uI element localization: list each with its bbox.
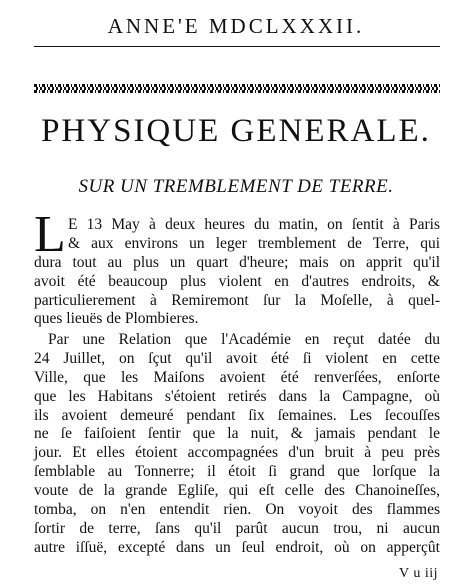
text-line: ne ſe faiſoient ſentir que la nuit, & jamais pendant le — [34, 425, 440, 443]
text-line: que les Habitans s'étoient retirés dans la Campagne, où — [34, 387, 440, 405]
text-line: Ville, que les Maiſons avoient été renverſées, enſorte — [34, 368, 440, 386]
text-line: avoit été beaucoup plus violent en d'autres endroits, & — [34, 272, 440, 290]
header-rule — [34, 46, 440, 47]
text-line: particulierement à Remiremont ſur la Moſelle, à quel- — [34, 291, 440, 309]
text-line: ils avoient demeuré pendant ſix ſemaines. Les ſecouſſes — [34, 406, 440, 424]
drop-cap: L — [34, 206, 66, 263]
ornamental-band — [34, 84, 440, 93]
text-line: autre iſſuë, excepté dans un ſeul endroit, où on apperçût — [34, 538, 440, 556]
paragraph-2 — [34, 331, 440, 558]
text-line: Par une Relation que l'Académie en reçut datée du — [48, 331, 440, 348]
text-line: E 13 May à deux heures du matin, on ſentit à Paris — [68, 216, 440, 233]
text-line: ques lieuës de Plombieres. — [34, 310, 199, 328]
article-subtitle: SUR UN TREMBLEMENT DE TERRE. — [78, 176, 394, 197]
text-line: voute de la grande Egliſe, qui eſt celle des Chanoineſſes, — [34, 482, 440, 500]
text-line: jour. Et elles étoient accompagnées d'un bruit à peu près — [34, 444, 440, 462]
running-head: ANNE'E MDCLXXXII. — [107, 14, 365, 38]
text-line: dura tout au plus un quart d'heure; mais on apprit qu'il — [34, 253, 440, 271]
signature-mark: V u iij — [398, 566, 438, 581]
text-line: 24 Juillet, on ſçut qu'il avoit été ſi violent en cette — [34, 349, 440, 367]
section-title: PHYSIQUE GENERALE. — [41, 113, 431, 149]
text-line: tomba, on n'en entendit rien. On voyoit des flammes — [34, 501, 440, 519]
text-line: & aux environs un leger tremblement de Terre, qui — [68, 234, 440, 252]
text-line: ſortir de terre, ſans qu'il parût aucun trou, ni aucun — [34, 519, 440, 537]
text-line: ſemblable au Tonnerre; il étoit ſi grand que lorſque la — [34, 463, 440, 481]
paragraph-1 — [34, 206, 440, 329]
